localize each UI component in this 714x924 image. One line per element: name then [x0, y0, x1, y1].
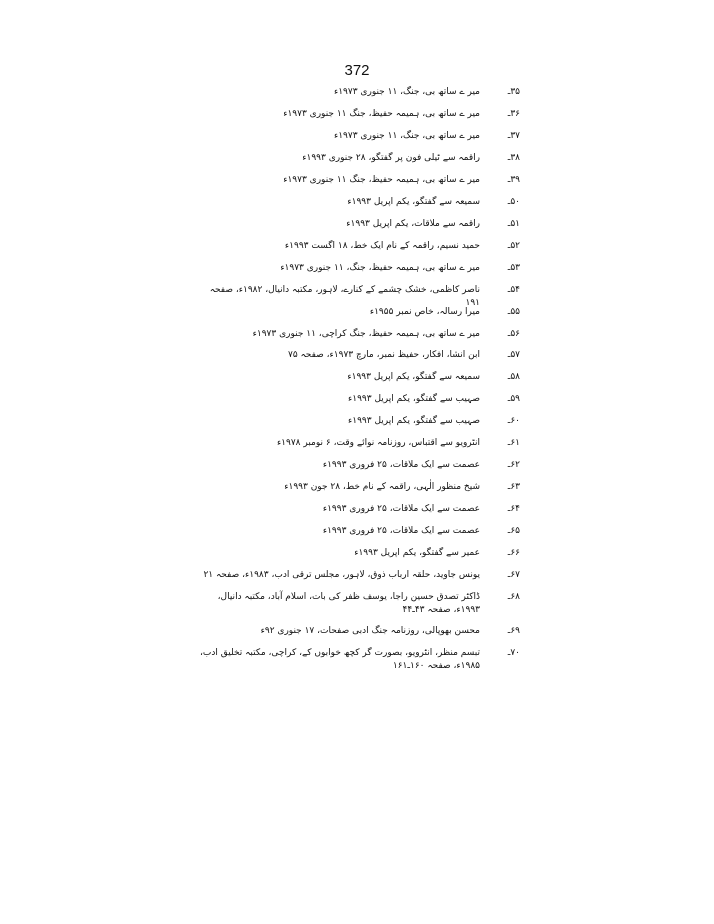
endnote-item: [200, 415, 520, 428]
endnote-number: ۳۷ـ: [507, 131, 520, 141]
endnote-text: ابن انشا، افکار، حفیظ نمبر، مارچ ۱۹۷۳ء، صفحہ ۷۵: [287, 350, 480, 360]
endnote-item: [200, 547, 520, 560]
endnote-item: [200, 306, 520, 319]
endnote-item: [200, 569, 520, 582]
endnote-text: عصمت سے ایک ملاقات، ۲۵ فروری ۱۹۹۳ء: [322, 460, 480, 470]
endnote-item: [200, 86, 520, 99]
endnote-text: میرا رسالہ، خاص نمبر ۱۹۵۵ء: [369, 307, 480, 317]
endnote-number: ۳۹ـ: [507, 175, 520, 185]
endnote-number: ۵۰ـ: [507, 197, 520, 207]
endnotes-list: [200, 86, 520, 686]
endnote-number: ۶۲ـ: [507, 460, 520, 470]
endnote-item: [200, 591, 520, 616]
endnote-number: ۳۸ـ: [507, 153, 520, 163]
endnote-text: ڈاکٹر تصدق حسین راجا، یوسف ظفر کی بات، اسلام آباد، مکتبہ دانیال، ۱۹۹۳ء، صفحہ ۴۳ـ۴۴: [217, 592, 480, 615]
endnote-text: ناصر کاظمی، خشک چشمے کے کنارے، لاہور، مکتبہ دانیال، ۱۹۸۲ء، صفحہ ۱۹۱: [209, 285, 480, 308]
endnote-number: ۵۱ـ: [507, 219, 520, 229]
endnote-number: ۶۰ـ: [507, 416, 520, 426]
endnote-item: [200, 481, 520, 494]
endnote-text: عصمت سے ایک ملاقات، ۲۵ فروری ۱۹۹۳ء: [322, 526, 480, 536]
endnote-text: شیخ منظور الٰہی، راقمہ کے نام خط، ۲۸ جون ۱۹۹۳ء: [284, 482, 480, 492]
endnote-number: ۶۹ـ: [507, 626, 520, 636]
endnote-item: [200, 218, 520, 231]
endnote-text: یونس جاوید، حلقہ ارباب ذوق، لاہور، مجلس ترقی ادب، ۱۹۸۳ء، صفحہ ۲۱: [203, 570, 480, 580]
endnote-item: [200, 437, 520, 450]
endnote-number: ۶۸ـ: [507, 592, 520, 602]
endnote-number: ۶۱ـ: [507, 438, 520, 448]
endnote-text: راقمہ سے ملاقات، یکم اپریل ۱۹۹۳ء: [346, 219, 480, 229]
endnote-text: انٹرویو سے اقتباس، روزنامہ نوائے وقت، ۶ نومبر ۱۹۷۸ء: [276, 438, 480, 448]
endnote-text: میر ے ساتھ بی، جنگ، ۱۱ جنوری ۱۹۷۳ء: [333, 87, 480, 97]
endnote-text: میر ے ساتھ بی، ہمیمہ حفیظ، جنگ کراچی، ۱۱ جنوری ۱۹۷۳ء: [252, 329, 480, 339]
endnote-number: ۳۵ـ: [507, 87, 520, 97]
endnote-number: ۶۵ـ: [507, 526, 520, 536]
endnote-number: ۵۹ـ: [507, 394, 520, 404]
endnote-number: ۶۳ـ: [507, 482, 520, 492]
endnote-text: محسن بھوپالی، روزنامہ جنگ ادبی صفحات، ۱۷ جنوری ۹۲ء: [260, 626, 480, 636]
endnote-item: [200, 262, 520, 275]
endnote-text: صہیب سے گفتگو، یکم اپریل ۱۹۹۳ء: [348, 394, 480, 404]
endnote-text: سمیعہ سے گفتگو، یکم اپریل ۱۹۹۳ء: [347, 372, 480, 382]
endnote-item: [200, 328, 520, 341]
endnote-item: [200, 647, 520, 672]
endnote-number: ۵۵ـ: [507, 307, 520, 317]
endnote-number: ۳۶ـ: [507, 109, 520, 119]
endnote-text: میر ے ساتھ بی، جنگ، ۱۱ جنوری ۱۹۷۳ء: [333, 131, 480, 141]
endnote-item: [200, 174, 520, 187]
endnote-text: صہیب سے گفتگو، یکم اپریل ۱۹۹۳ء: [348, 416, 480, 426]
page-number: 372: [344, 62, 370, 79]
endnote-item: [200, 240, 520, 253]
endnote-item: [200, 152, 520, 165]
endnote-number: ۵۶ـ: [507, 329, 520, 339]
endnote-text: میر ے ساتھ بی، ہمیمہ حفیظ، جنگ ۱۱ جنوری ۱۹۷۳ء: [283, 109, 480, 119]
endnote-item: [200, 371, 520, 384]
endnote-item: [200, 503, 520, 516]
endnote-number: ۶۶ـ: [507, 548, 520, 558]
endnote-item: [200, 349, 520, 362]
endnote-number: ۷۰ـ: [507, 648, 520, 658]
endnote-text: میر ے ساتھ بی، ہمیمہ حفیظ، جنگ، ۱۱ جنوری ۱۹۷۳ء: [280, 263, 480, 273]
endnote-text: راقمہ سے ٹیلی فون پر گفتگو، ۲۸ جنوری ۱۹۹۳ء: [302, 153, 480, 163]
endnote-number: ۵۴ـ: [507, 285, 520, 295]
endnote-item: [200, 196, 520, 209]
endnote-item: [200, 525, 520, 538]
endnote-number: ۵۳ـ: [507, 263, 520, 273]
endnote-item: [200, 108, 520, 121]
endnote-number: ۶۴ـ: [507, 504, 520, 514]
endnote-number: ۶۷ـ: [507, 570, 520, 580]
endnote-item: [200, 393, 520, 406]
endnote-text: عصمت سے ایک ملاقات، ۲۵ فروری ۱۹۹۳ء: [322, 504, 480, 514]
endnote-number: ۵۸ـ: [507, 372, 520, 382]
endnote-number: ۵۷ـ: [507, 350, 520, 360]
endnote-text: میر ے ساتھ بی، ہمیمہ حفیظ، جنگ ۱۱ جنوری ۱۹۷۳ء: [283, 175, 480, 185]
endnote-text: تبسم منظر، انٹرویو، بصورت گر کچھ خوابوں کے، کراچی، مکتبہ تخلیق ادب، ۱۹۸۵ء، صفحہ ۱۶۰ـ۱۶۱: [200, 648, 480, 671]
endnote-text: حمید نسیم، راقمہ کے نام ایک خط، ۱۸ اگست ۱۹۹۳ء: [284, 241, 480, 251]
endnote-item: [200, 459, 520, 472]
endnote-text: عمیر سے گفتگو، یکم اپریل ۱۹۹۳ء: [354, 548, 480, 558]
endnote-item: [200, 130, 520, 143]
endnote-item: [200, 625, 520, 638]
endnote-text: سمیعہ سے گفتگو، یکم اپریل ۱۹۹۳ء: [347, 197, 480, 207]
endnote-number: ۵۲ـ: [507, 241, 520, 251]
